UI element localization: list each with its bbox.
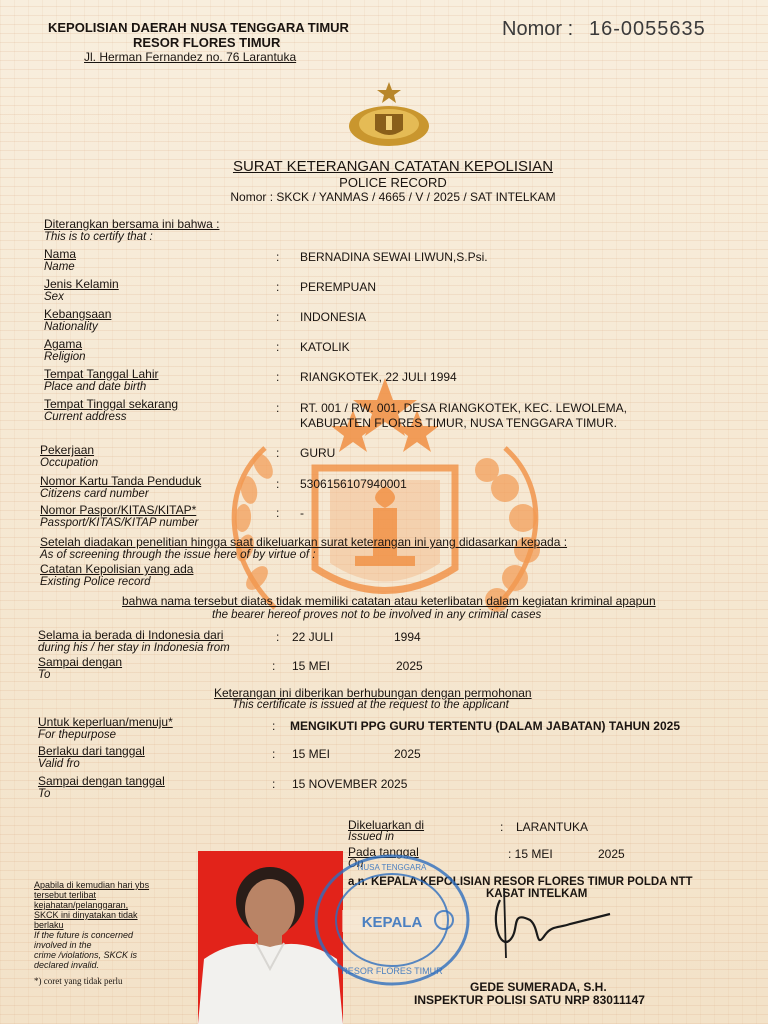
purpose-id: Untuk keperluan/menuju* bbox=[38, 715, 173, 729]
field-value: RIANGKOTEK, 22 JULI 1994 bbox=[300, 370, 457, 384]
issued-in-en: Issued in bbox=[348, 831, 395, 843]
nomor-value: 16-0055635 bbox=[589, 18, 706, 40]
issued-on-id: Pada tanggal bbox=[348, 845, 419, 859]
intro-en: This is to certify that : bbox=[44, 231, 153, 243]
stay-from-id: Selama ia berada di Indonesia dari bbox=[38, 628, 224, 642]
official-name: GEDE SUMERADA, S.H. bbox=[470, 980, 607, 994]
issued-on-year: 2025 bbox=[598, 847, 625, 861]
field-label-id: Nama bbox=[44, 247, 77, 261]
field-value: BERNADINA SEWAI LIWUN,S.Psi. bbox=[300, 250, 488, 264]
issued-in-value: LARANTUKA bbox=[516, 820, 589, 834]
intro-id: Diterangkan bersama ini bahwa : bbox=[44, 217, 220, 231]
valid-from-day: 15 MEI bbox=[292, 747, 331, 761]
official-line-1: a.n. KEPALA KEPOLISIAN RESOR FLORES TIMUR POLDA NTT bbox=[348, 876, 693, 888]
field-label-id: Nomor Kartu Tanda Penduduk bbox=[40, 474, 202, 488]
field-colon: : bbox=[276, 506, 280, 520]
stay-to-en: To bbox=[38, 669, 51, 681]
field-label-en: Place and date birth bbox=[44, 381, 147, 393]
official-rank: INSPEKTUR POLISI SATU NRP 83011147 bbox=[414, 993, 645, 1007]
stamp-center-text: KEPALA bbox=[361, 914, 423, 931]
field-label-en: Sex bbox=[44, 291, 64, 303]
existing-record-en: Existing Police record bbox=[40, 576, 151, 588]
field-label-id: Agama bbox=[44, 337, 83, 351]
stay-to-id: Sampai dengan bbox=[38, 655, 123, 669]
field-label-en: Current address bbox=[44, 411, 127, 423]
stamp-ring-bottom: RESOR FLORES TIMUR bbox=[341, 966, 443, 976]
header-address: Jl. Herman Fernandez no. 76 Larantuka bbox=[84, 50, 297, 64]
official-line-2: KASAT INTELKAM bbox=[486, 888, 588, 900]
field-colon: : bbox=[276, 340, 280, 354]
footnote-en-line: If the future is concerned bbox=[34, 930, 134, 940]
field-label-id: Nomor Paspor/KITAS/KITAP* bbox=[40, 503, 197, 517]
footnote-line: tersebut terlibat bbox=[34, 890, 97, 900]
footnote-line: SKCK ini dinyatakan tidak bbox=[34, 910, 138, 920]
field-label-id: Kebangsaan bbox=[44, 307, 112, 321]
valid-from-en: Valid fro bbox=[38, 758, 80, 770]
field-label-en: Passport/KITAS/KITAP number bbox=[40, 517, 199, 529]
stamp-ring-top: NUSA TENGGARA bbox=[357, 863, 427, 872]
valid-from-year: 2025 bbox=[394, 747, 421, 761]
valid-to-id: Sampai dengan tanggal bbox=[38, 774, 165, 788]
statement-en: the bearer hereof proves not to be involved in any criminal cases bbox=[212, 609, 542, 621]
field-colon: : bbox=[276, 401, 280, 415]
field-label-en: Name bbox=[44, 261, 75, 273]
field-colon: : bbox=[276, 446, 280, 460]
issued-on-en: On bbox=[348, 858, 364, 870]
field-label-en: Religion bbox=[44, 351, 86, 363]
stay-from-colon: : bbox=[276, 630, 280, 644]
field-colon: : bbox=[276, 250, 280, 264]
stay-from-year: 1994 bbox=[394, 630, 421, 644]
purpose-en: For thepurpose bbox=[38, 729, 116, 741]
field-label-id: Tempat Tinggal sekarang bbox=[44, 397, 179, 411]
purpose-colon: : bbox=[272, 719, 276, 733]
document-title: SURAT KETERANGAN CATATAN KEPOLISIAN bbox=[232, 158, 554, 175]
footnote bbox=[34, 880, 149, 986]
valid-to-colon: : bbox=[272, 777, 276, 791]
field-label-id: Tempat Tanggal Lahir bbox=[44, 367, 159, 381]
field-value: RT. 001 / RW. 001, DESA RIANGKOTEK, KEC. LEWOLEMA, bbox=[300, 401, 627, 415]
screening-en: As of screening through the issue here of by virtue of : bbox=[40, 549, 316, 561]
official-stamp bbox=[312, 852, 472, 988]
field-value: KATOLIK bbox=[300, 340, 350, 354]
stay-to-colon: : bbox=[272, 659, 276, 673]
valid-from-id: Berlaku dari tanggal bbox=[38, 744, 145, 758]
stay-from-day: 22 JULI bbox=[292, 630, 334, 644]
field-colon: : bbox=[276, 310, 280, 324]
footnote-note: *) coret yang tidak perlu bbox=[34, 976, 123, 986]
issued-in-colon: : bbox=[500, 820, 504, 834]
field-colon: : bbox=[276, 370, 280, 384]
field-value: 5306156107940001 bbox=[300, 477, 407, 491]
field-colon: : bbox=[276, 477, 280, 491]
field-label-en: Citizens card number bbox=[40, 488, 149, 500]
footnote-en-line: crime /violations, SKCK is bbox=[34, 950, 138, 960]
header-line-1: KEPOLISIAN DAERAH NUSA TENGGARA TIMUR bbox=[48, 20, 349, 35]
existing-record-id: Catatan Kepolisian yang ada bbox=[40, 562, 194, 576]
field-value: GURU bbox=[300, 446, 336, 460]
signature bbox=[480, 880, 620, 960]
field-label-id: Jenis Kelamin bbox=[44, 277, 119, 291]
footnote-line: berlaku bbox=[34, 920, 64, 930]
footnote-line: kejahatan/pelanggaran, bbox=[34, 900, 129, 910]
purpose-value: MENGIKUTI PPG GURU TERTENTU (DALAM JABATAN) TAHUN 2025 bbox=[290, 719, 681, 733]
valid-to-en: To bbox=[38, 788, 51, 800]
issued-on-value: : 15 MEI bbox=[508, 847, 553, 861]
valid-to-value: 15 NOVEMBER 2025 bbox=[292, 777, 408, 791]
field-label-en: Nationality bbox=[44, 321, 98, 333]
field-value-line-2: KABUPATEN FLORES TIMUR, NUSA TENGGARA TIMUR. bbox=[300, 416, 617, 430]
stay-to-day: 15 MEI bbox=[292, 659, 331, 673]
certificate-id: Keterangan ini diberikan berhubungan dengan permohonan bbox=[214, 686, 532, 700]
statement-id: bahwa nama tersebut diatas tidak memiliki catatan atau keterlibatan dalam kegiatan kriminal apapun bbox=[122, 594, 656, 608]
stay-from-en: during his / her stay in Indonesia from bbox=[38, 642, 230, 654]
footnote-line: Apabila di kemudian hari ybs bbox=[34, 880, 150, 890]
field-value: PEREMPUAN bbox=[300, 280, 377, 294]
police-crest-icon bbox=[345, 80, 433, 148]
document-subtitle: POLICE RECORD bbox=[339, 175, 447, 190]
nomor-label: Nomor : bbox=[502, 18, 574, 40]
issued-in-id: Dikeluarkan di bbox=[348, 818, 425, 832]
field-value: INDONESIA bbox=[300, 310, 367, 324]
document-number: Nomor : SKCK / YANMAS / 4665 / V / 2025 / SAT INTELKAM bbox=[230, 190, 556, 204]
certificate-en: This certificate is issued at the request to the applicant bbox=[232, 699, 509, 711]
footnote-en-line: involved in the bbox=[34, 940, 92, 950]
field-colon: : bbox=[276, 280, 280, 294]
field-label-en: Occupation bbox=[40, 457, 99, 469]
valid-from-colon: : bbox=[272, 747, 276, 761]
footnote-en-line: declared invalid. bbox=[34, 960, 100, 970]
field-value: - bbox=[300, 506, 304, 520]
stay-to-year: 2025 bbox=[396, 659, 423, 673]
screening-id: Setelah diadakan penelitian hingga saat dikeluarkan surat keterangan ini yang didasarkan kepada : bbox=[40, 535, 568, 549]
header-line-2: RESOR FLORES TIMUR bbox=[133, 35, 281, 50]
field-label-id: Pekerjaan bbox=[40, 443, 95, 457]
